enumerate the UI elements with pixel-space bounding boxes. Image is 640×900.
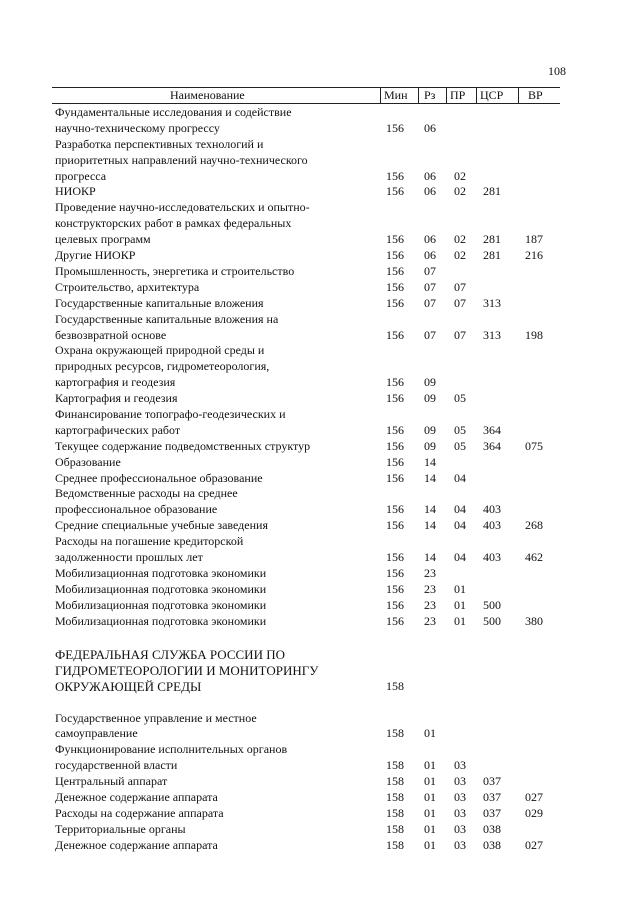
cell-csr: 281 bbox=[483, 184, 501, 199]
header-row bbox=[52, 86, 572, 104]
cell-rz: 01 bbox=[424, 726, 436, 741]
row-name: Среднее профессиональное образование bbox=[55, 470, 263, 485]
cell-rz: 09 bbox=[424, 391, 436, 406]
page-number: 108 bbox=[548, 64, 566, 78]
cell-pr: 04 bbox=[454, 518, 466, 533]
cell-csr: 500 bbox=[483, 597, 501, 612]
cell-min: 158 bbox=[386, 805, 404, 820]
row-name: Мобилизационная подготовка экономики bbox=[55, 565, 267, 580]
row-name: Территориальные органы bbox=[55, 821, 186, 836]
cell-rz: 01 bbox=[424, 789, 436, 804]
cell-vr: 268 bbox=[525, 518, 543, 533]
table-row bbox=[0, 806, 640, 822]
cell-pr: 02 bbox=[454, 232, 466, 247]
cell-rz: 23 bbox=[424, 597, 436, 612]
row-name: Финансирование топографо-геодезических и картографических работ bbox=[55, 407, 286, 437]
cell-csr: 281 bbox=[483, 232, 501, 247]
cell-min: 156 bbox=[386, 295, 404, 310]
cell-min: 156 bbox=[386, 327, 404, 342]
table-row bbox=[0, 280, 640, 296]
row-name: Текущее содержание подведомственных структур bbox=[55, 438, 311, 453]
row-name: Средние специальные учебные заведения bbox=[55, 518, 268, 533]
cell-csr: 403 bbox=[483, 518, 501, 533]
row-name: Охрана окружающей природной среды и природных ресурсов, гидрометеорология, картография и геодезия bbox=[55, 343, 270, 390]
table-row bbox=[0, 790, 640, 806]
cell-rz: 01 bbox=[424, 774, 436, 789]
cell-vr: 380 bbox=[525, 613, 543, 628]
row-name: Расходы на содержание аппарата bbox=[55, 805, 224, 820]
row-name: Проведение научно-исследовательских и опытно- конструкторских работ в рамках федеральных целевых программ bbox=[55, 200, 310, 247]
row-name: Картография и геодезия bbox=[55, 391, 178, 406]
cell-csr: 364 bbox=[483, 438, 501, 453]
cell-pr: 02 bbox=[454, 248, 466, 263]
cell-min: 158 bbox=[386, 758, 404, 773]
cell-vr: 198 bbox=[525, 327, 543, 342]
cell-pr: 03 bbox=[454, 805, 466, 820]
cell-rz: 23 bbox=[424, 565, 436, 580]
cell-min: 156 bbox=[386, 597, 404, 612]
cell-pr: 04 bbox=[454, 502, 466, 517]
cell-pr: 03 bbox=[454, 837, 466, 852]
row-name: Государственные капитальные вложения на безвозвратной основе bbox=[55, 311, 279, 342]
cell-csr: 313 bbox=[483, 327, 501, 342]
cell-csr: 313 bbox=[483, 295, 501, 310]
cell-rz: 09 bbox=[424, 438, 436, 453]
table-row bbox=[0, 711, 640, 743]
cell-rz: 14 bbox=[424, 470, 436, 485]
cell-min: 156 bbox=[386, 454, 404, 469]
cell-min: 156 bbox=[386, 248, 404, 263]
header-min: Мин bbox=[384, 88, 408, 102]
cell-rz: 09 bbox=[424, 375, 436, 390]
cell-min: 156 bbox=[386, 168, 404, 183]
cell-min: 156 bbox=[386, 184, 404, 199]
table-row bbox=[0, 439, 640, 455]
row-name: Функционирование исполнительных органов государственной власти bbox=[55, 742, 288, 773]
cell-pr: 07 bbox=[454, 295, 466, 310]
cell-min: 158 bbox=[386, 726, 404, 741]
row-name: Образование bbox=[55, 454, 121, 469]
table-row bbox=[0, 407, 640, 439]
cell-csr: 403 bbox=[483, 550, 501, 565]
table-row bbox=[0, 312, 640, 344]
row-name: Государственное управление и местное самоуправление bbox=[55, 710, 257, 741]
row-name: Другие НИОКР bbox=[55, 248, 136, 263]
cell-vr: 027 bbox=[525, 837, 543, 852]
cell-rz: 01 bbox=[424, 821, 436, 836]
table-row bbox=[0, 343, 640, 391]
table-row bbox=[0, 391, 640, 407]
row-name: Строительство, архитектура bbox=[55, 279, 200, 294]
cell-min: 156 bbox=[386, 518, 404, 533]
header-rz: Рз bbox=[424, 88, 436, 102]
cell-pr: 02 bbox=[454, 184, 466, 199]
row-name: Центральный аппарат bbox=[55, 774, 168, 789]
cell-pr: 04 bbox=[454, 550, 466, 565]
row-name: Государственные капитальные вложения bbox=[55, 295, 264, 310]
cell-min: 156 bbox=[386, 565, 404, 580]
cell-csr: 038 bbox=[483, 821, 501, 836]
header-csr: ЦСР bbox=[480, 88, 504, 102]
cell-pr: 03 bbox=[454, 789, 466, 804]
section-heading bbox=[0, 647, 640, 695]
cell-min: 156 bbox=[386, 391, 404, 406]
cell-min: 156 bbox=[386, 550, 404, 565]
section-title: ФЕДЕРАЛЬНАЯ СЛУЖБА РОССИИ ПО ГИДРОМЕТЕОРОЛОГИИ И МОНИТОРИНГУ ОКРУЖАЮЩЕЙ СРЕДЫ bbox=[55, 646, 319, 694]
cell-csr: 500 bbox=[483, 613, 501, 628]
cell-min: 158 bbox=[386, 774, 404, 789]
table-row bbox=[0, 822, 640, 838]
table-row bbox=[0, 184, 640, 200]
row-name: Денежное содержание аппарата bbox=[55, 790, 218, 804]
header-name: Наименование bbox=[170, 88, 245, 102]
table-row bbox=[0, 518, 640, 534]
cell-min: 156 bbox=[386, 438, 404, 453]
cell-rz: 07 bbox=[424, 295, 436, 310]
table-row bbox=[0, 105, 640, 137]
table-row bbox=[0, 455, 640, 471]
cell-pr: 07 bbox=[454, 279, 466, 294]
cell-min: 156 bbox=[386, 263, 404, 278]
cell-pr: 03 bbox=[454, 758, 466, 773]
cell-min: 158 bbox=[386, 821, 404, 836]
cell-min: 158 bbox=[386, 837, 404, 852]
cell-vr: 027 bbox=[525, 789, 543, 804]
table-row bbox=[0, 296, 640, 312]
cell-pr: 03 bbox=[454, 774, 466, 789]
cell-rz: 06 bbox=[424, 184, 436, 199]
row-name: Фундаментальные исследования и содействие научно-техническому прогрессу bbox=[55, 105, 292, 135]
cell-rz: 14 bbox=[424, 518, 436, 533]
table-row bbox=[0, 566, 640, 582]
cell-min: 156 bbox=[386, 279, 404, 294]
cell-vr: 216 bbox=[525, 248, 543, 263]
cell-rz: 07 bbox=[424, 327, 436, 342]
cell-pr: 05 bbox=[454, 422, 466, 437]
cell-pr: 01 bbox=[454, 597, 466, 612]
cell-pr: 01 bbox=[454, 581, 466, 596]
row-name: НИОКР bbox=[55, 184, 96, 199]
cell-vr: 187 bbox=[525, 232, 543, 247]
row-name: Расходы на погашение кредиторской задолженности прошлых лет bbox=[55, 534, 244, 565]
cell-vr: 029 bbox=[525, 805, 543, 820]
cell-csr: 038 bbox=[483, 837, 501, 852]
table-row bbox=[0, 534, 640, 566]
cell-csr: 364 bbox=[483, 422, 501, 437]
table-row bbox=[0, 598, 640, 614]
table-row bbox=[0, 200, 640, 248]
section-min: 158 bbox=[386, 678, 404, 693]
cell-pr: 05 bbox=[454, 391, 466, 406]
cell-csr: 281 bbox=[483, 248, 501, 263]
cell-min: 156 bbox=[386, 232, 404, 247]
table-row bbox=[0, 838, 640, 854]
cell-rz: 01 bbox=[424, 805, 436, 820]
row-name: Мобилизационная подготовка экономики bbox=[55, 613, 267, 628]
cell-pr: 03 bbox=[454, 821, 466, 836]
table-row bbox=[0, 742, 640, 774]
table-row bbox=[0, 248, 640, 264]
cell-rz: 01 bbox=[424, 758, 436, 773]
table-row bbox=[0, 614, 640, 630]
table-row bbox=[0, 137, 640, 185]
table-row bbox=[0, 582, 640, 598]
table-body bbox=[0, 105, 640, 854]
cell-csr: 037 bbox=[483, 789, 501, 804]
cell-min: 156 bbox=[386, 613, 404, 628]
cell-csr: 403 bbox=[483, 502, 501, 517]
cell-vr: 462 bbox=[525, 550, 543, 565]
cell-min: 156 bbox=[386, 581, 404, 596]
cell-rz: 14 bbox=[424, 454, 436, 469]
cell-rz: 07 bbox=[424, 279, 436, 294]
row-name: Разработка перспективных технологий и приоритетных направлений научно-технического прогресса bbox=[55, 136, 308, 183]
cell-pr: 02 bbox=[454, 168, 466, 183]
cell-min: 156 bbox=[386, 470, 404, 485]
cell-min: 156 bbox=[386, 502, 404, 517]
table-row bbox=[0, 471, 640, 487]
table-row bbox=[0, 486, 640, 518]
header-pr: ПР bbox=[450, 88, 466, 102]
cell-rz: 06 bbox=[424, 120, 436, 135]
row-name: Мобилизационная подготовка экономики bbox=[55, 597, 267, 612]
cell-pr: 04 bbox=[454, 470, 466, 485]
cell-rz: 09 bbox=[424, 422, 436, 437]
row-name: Ведомственные расходы на среднее профессиональное образование bbox=[55, 486, 238, 517]
cell-min: 158 bbox=[386, 789, 404, 804]
cell-csr: 037 bbox=[483, 774, 501, 789]
cell-rz: 06 bbox=[424, 232, 436, 247]
cell-rz: 07 bbox=[424, 263, 436, 278]
table-row bbox=[0, 264, 640, 280]
cell-vr: 075 bbox=[525, 438, 543, 453]
cell-rz: 14 bbox=[424, 550, 436, 565]
cell-pr: 05 bbox=[454, 438, 466, 453]
row-name: Мобилизационная подготовка экономики bbox=[55, 581, 267, 596]
header-vr: ВР bbox=[528, 88, 543, 102]
row-name: Промышленность, энергетика и строительство bbox=[55, 263, 295, 278]
cell-rz: 01 bbox=[424, 837, 436, 852]
cell-rz: 23 bbox=[424, 581, 436, 596]
cell-pr: 07 bbox=[454, 327, 466, 342]
cell-rz: 14 bbox=[424, 502, 436, 517]
cell-min: 156 bbox=[386, 375, 404, 390]
row-name: Денежное содержание аппарата bbox=[55, 837, 218, 852]
cell-min: 156 bbox=[386, 422, 404, 437]
table-row bbox=[0, 774, 640, 790]
cell-rz: 06 bbox=[424, 168, 436, 183]
cell-rz: 23 bbox=[424, 613, 436, 628]
cell-rz: 06 bbox=[424, 248, 436, 263]
cell-pr: 01 bbox=[454, 613, 466, 628]
cell-csr: 037 bbox=[483, 805, 501, 820]
cell-min: 156 bbox=[386, 120, 404, 135]
